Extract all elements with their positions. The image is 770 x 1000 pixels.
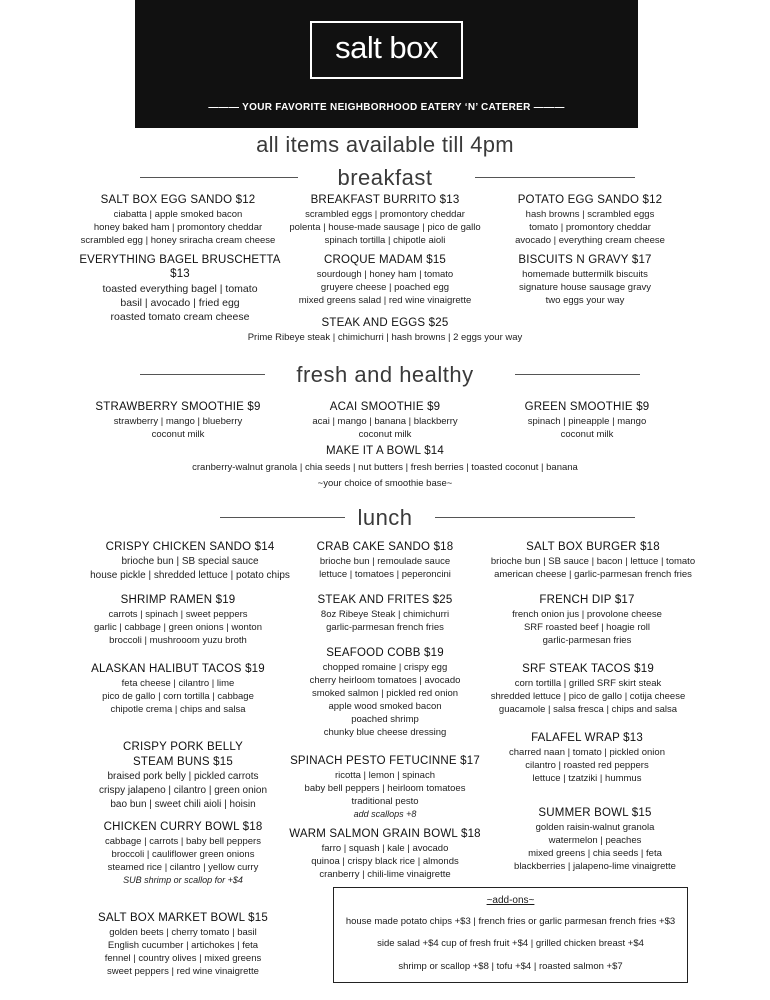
menu-item-steak-and-eggs <box>235 316 535 344</box>
item-desc: house pickle | shredded lettuce | potato chips <box>90 570 290 581</box>
item-desc: brioche bun | remoulade sauce <box>319 556 451 567</box>
item-name: POTATO EGG SANDO $12 <box>517 194 663 206</box>
item-desc: cilantro | roasted red peppers <box>525 760 649 771</box>
menu-item-crispy-chicken-sando <box>70 540 310 583</box>
item-desc: bao bun | sweet chili aioli | hoisin <box>110 799 256 810</box>
section-title-lunch: lunch <box>357 505 413 530</box>
item-name: CROQUE MADAM $15 <box>323 254 447 266</box>
item-desc: scrambled eggs | promontory cheddar <box>305 209 465 220</box>
menu-item-spinach-pesto-fetucinne <box>285 754 485 821</box>
item-name: STEAK AND EGGS $25 <box>321 317 449 329</box>
item-desc: mixed greens | chia seeds | feta <box>528 848 662 859</box>
menu-item-alaskan-halibut-tacos <box>78 662 278 716</box>
item-desc: lettuce | tzatziki | hummus <box>532 773 642 784</box>
header-banner <box>135 0 638 128</box>
item-desc: basil | avocado | fried egg <box>120 297 240 309</box>
item-desc: acai | mango | banana | blackberry <box>312 416 458 427</box>
item-name: SPINACH PESTO FETUCINNE $17 <box>290 755 480 767</box>
item-desc: cranberry | chili-lime vinaigrette <box>319 869 451 880</box>
menu-item-croque-madam <box>285 253 485 307</box>
divider <box>515 374 640 375</box>
item-desc: chipotle crema | chips and salsa <box>110 704 246 715</box>
item-name: MAKE IT A BOWL $14 <box>325 445 444 457</box>
menu-item-french-dip <box>487 593 687 647</box>
item-desc: ciabatta | apple smoked bacon <box>113 209 243 220</box>
menu-item-everything-bagel-bruschetta <box>70 253 290 324</box>
item-desc: carrots | spinach | sweet peppers <box>108 609 248 620</box>
item-desc: toasted everything bagel | tomato <box>102 283 258 295</box>
item-name: CRISPY CHICKEN SANDO $14 <box>105 541 275 553</box>
section-title-breakfast: breakfast <box>337 165 433 190</box>
item-desc: chopped romaine | crispy egg <box>322 662 448 673</box>
item-name: FALAFEL WRAP $13 <box>531 732 643 744</box>
item-desc: farro | squash | kale | avocado <box>321 843 449 854</box>
item-desc: apple wood smoked bacon <box>328 701 442 712</box>
item-name: GREEN SMOOTHIE $9 <box>524 401 650 413</box>
item-desc: corn tortilla | grilled SRF skirt steak <box>514 678 662 689</box>
item-desc: scrambled egg | honey sriracha cream cheese <box>80 235 276 246</box>
menu-item-srf-steak-tacos <box>478 662 698 716</box>
menu-item-steak-and-frites <box>285 593 485 634</box>
item-name: STRAWBERRY SMOOTHIE $9 <box>95 401 261 413</box>
item-desc: golden raisin-walnut granola <box>535 822 655 833</box>
item-name: CRISPY PORK BELLY <box>123 741 243 753</box>
item-desc: smoked salmon | pickled red onion <box>311 688 459 699</box>
item-note: add scallops +8 <box>353 809 417 819</box>
item-name: FRENCH DIP $17 <box>539 594 635 606</box>
item-desc: blackberries | jalapeno-lime vinaigrette <box>514 861 676 872</box>
item-desc: broccoli | cauliflower green onions <box>111 849 255 860</box>
item-desc: Prime Ribeye steak | chimichurri | hash browns | 2 eggs your way <box>247 332 523 343</box>
menu-item-warm-salmon-grain-bowl <box>275 827 495 881</box>
item-desc: gruyere cheese | poached egg <box>320 282 450 293</box>
menu-item-salt-box-egg-sando <box>78 193 278 247</box>
item-desc: feta cheese | cilantro | lime <box>121 678 235 689</box>
item-desc: golden beets | cherry tomato | basil <box>109 927 257 938</box>
item-desc: cabbage | carrots | baby bell peppers <box>105 836 261 847</box>
item-desc: steamed rice | cilantro | yellow curry <box>107 862 259 873</box>
addons-box <box>333 887 688 983</box>
item-desc: fennel | country olives | mixed greens <box>104 953 262 964</box>
addons-title: ~add-ons~ <box>486 895 535 906</box>
item-desc: avocado | everything cream cheese <box>515 235 665 246</box>
item-desc: broccoli | mushrooom yuzu broth <box>109 635 247 646</box>
item-desc: crispy jalapeno | cilantro | green onion <box>98 785 268 796</box>
item-desc: french onion jus | provolone cheese <box>512 609 662 620</box>
item-desc: honey baked ham | promontory cheddar <box>93 222 263 233</box>
availability-note: all items available till 4pm <box>256 132 514 157</box>
item-desc: two eggs your way <box>545 295 625 306</box>
item-name: BISCUITS N GRAVY $17 <box>518 254 652 266</box>
item-desc: coconut milk <box>151 429 205 440</box>
item-desc: sweet peppers | red wine vinaigrette <box>107 966 259 977</box>
item-name: CRAB CAKE SANDO $18 <box>316 541 454 553</box>
menu-item-green-smoothie <box>487 400 687 441</box>
item-desc: tomato | promontory cheddar <box>529 222 651 233</box>
menu-item-strawberry-smoothie <box>78 400 278 441</box>
item-desc: braised pork belly | pickled carrots <box>107 771 259 782</box>
menu-item-potato-egg-sando <box>490 193 690 247</box>
menu-item-crispy-pork-belly-steam-buns <box>78 740 288 812</box>
item-desc: ~your choice of smoothie base~ <box>317 478 453 489</box>
item-desc: chunky blue cheese dressing <box>323 727 447 738</box>
item-desc: brioche bun | SB special sauce <box>121 556 259 567</box>
item-desc: SRF roasted beef | hoagie roll <box>523 622 651 633</box>
menu-item-falafel-wrap <box>487 731 687 785</box>
menu-item-shrimp-ramen <box>78 593 278 647</box>
tagline: ——— YOUR FAVORITE NEIGHBORHOOD EATERY ‘N’ CATERER ——— <box>208 102 565 113</box>
logo-text: salt box <box>335 30 438 65</box>
item-desc: poached shrimp <box>351 714 419 725</box>
menu-item-seafood-cobb <box>285 646 485 739</box>
menu-item-salt-box-burger <box>483 540 703 581</box>
menu-item-chicken-curry-bowl <box>78 820 288 887</box>
menu-item-summer-bowl <box>485 806 705 873</box>
item-name: SALT BOX EGG SANDO $12 <box>100 194 256 206</box>
item-desc: pico de gallo | corn tortilla | cabbage <box>102 691 254 702</box>
item-desc: baby bell peppers | heirloom tomatoes <box>304 783 466 794</box>
item-name: ACAI SMOOTHIE $9 <box>329 401 441 413</box>
addon-line: shrimp or scallop +$8 | tofu +$4 | roasted salmon +$7 <box>398 961 623 972</box>
item-desc: hash browns | scrambled eggs <box>525 209 655 220</box>
item-name: SALT BOX BURGER $18 <box>526 541 660 553</box>
item-desc: garlic-parmesan fries <box>542 635 632 646</box>
item-name: SUMMER BOWL $15 <box>538 807 652 819</box>
item-desc: ricotta | lemon | spinach <box>335 770 435 781</box>
item-desc: signature house sausage gravy <box>518 282 652 293</box>
item-desc: garlic-parmesan french fries <box>326 622 444 633</box>
item-desc: quinoa | crispy black rice | almonds <box>311 856 459 867</box>
item-desc: mixed greens salad | red wine vinaigrette <box>298 295 472 306</box>
item-note: SUB shrimp or scallop for +$4 <box>123 875 243 885</box>
item-desc: shredded lettuce | pico de gallo | cotija cheese <box>490 691 686 702</box>
addon-line: house made potato chips +$3 | french fries or garlic parmesan french fries +$3 <box>345 916 676 927</box>
menu-item-crab-cake-sando <box>285 540 485 581</box>
item-desc: traditional pesto <box>351 796 419 807</box>
divider <box>435 517 635 518</box>
item-name: SRF STEAK TACOS $19 <box>522 663 654 675</box>
menu-item-make-it-a-bowl <box>135 444 635 490</box>
item-name: STEAM BUNS $15 <box>133 756 233 768</box>
menu-item-salt-box-market-bowl <box>78 911 288 978</box>
item-desc: guacamole | salsa fresca | chips and salsa <box>498 704 678 715</box>
divider <box>475 177 635 178</box>
item-desc: spinach | pineapple | mango <box>527 416 647 427</box>
item-desc: garlic | cabbage | green onions | wonton <box>94 622 262 633</box>
item-desc: charred naan | tomato | pickled onion <box>509 747 665 758</box>
item-desc: cherry heirloom tomatoes | avocado <box>309 675 461 686</box>
item-name: CHICKEN CURRY BOWL $18 <box>103 821 263 833</box>
menu-item-breakfast-burrito <box>285 193 485 247</box>
item-name: ALASKAN HALIBUT TACOS $19 <box>91 663 265 675</box>
item-desc: coconut milk <box>560 429 614 440</box>
item-desc: american cheese | garlic-parmesan french fries <box>494 569 692 580</box>
item-desc: brioche bun | SB sauce | bacon | lettuce | tomato <box>490 556 696 567</box>
item-desc: watermelon | peaches <box>548 835 642 846</box>
item-desc: polenta | house-made sausage | pico de gallo <box>289 222 481 233</box>
addon-line: side salad +$4 cup of fresh fruit +$4 | grilled chicken breast +$4 <box>377 938 644 949</box>
menu-item-acai-smoothie <box>285 400 485 441</box>
item-name: SEAFOOD COBB $19 <box>326 647 444 659</box>
item-desc: spinach tortilla | chipotle aioli <box>324 235 446 246</box>
item-desc: strawberry | mango | blueberry <box>113 416 243 427</box>
item-desc: homemade buttermilk biscuits <box>522 269 648 280</box>
menu-item-biscuits-n-gravy <box>485 253 685 307</box>
item-desc: roasted tomato cream cheese <box>110 311 250 323</box>
item-desc: sourdough | honey ham | tomato <box>316 269 454 280</box>
item-desc: 8oz Ribeye Steak | chimichurri <box>320 609 450 620</box>
item-name: BREAKFAST BURRITO $13 <box>310 194 460 206</box>
item-desc: lettuce | tomatoes | peperoncini <box>319 569 451 580</box>
item-desc: coconut milk <box>358 429 412 440</box>
item-name: SALT BOX MARKET BOWL $15 <box>98 912 268 924</box>
item-desc: English cucumber | artichokes | feta <box>107 940 259 951</box>
logo <box>310 21 463 79</box>
section-title-fresh-and-healthy: fresh and healthy <box>296 362 474 387</box>
item-name: EVERYTHING BAGEL BRUSCHETTA $13 <box>79 254 281 280</box>
item-name: SHRIMP RAMEN $19 <box>120 594 236 606</box>
item-name: STEAK AND FRITES $25 <box>317 594 453 606</box>
item-desc: cranberry-walnut granola | chia seeds | nut butters | fresh berries | toasted coconut | banana <box>192 462 578 473</box>
item-name: WARM SALMON GRAIN BOWL $18 <box>289 828 481 840</box>
